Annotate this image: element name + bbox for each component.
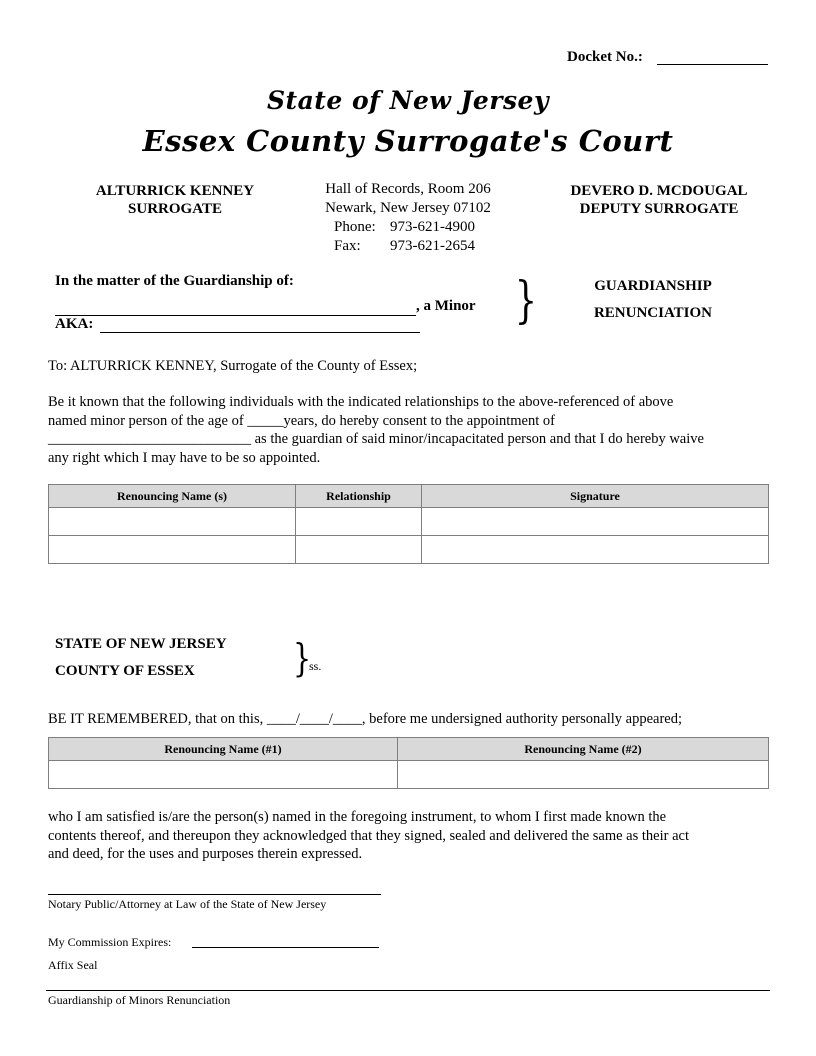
signature-cell[interactable]	[422, 508, 769, 536]
docket-label: Docket No.:	[567, 49, 643, 65]
to-line: To: ALTURRICK KENNEY, Surrogate of the County of Essex;	[48, 358, 418, 374]
consent-paragraph	[48, 393, 704, 467]
renouncing-name-cell[interactable]	[49, 508, 296, 536]
remembered-line: BE IT REMEMBERED, that on this, ____/____/____, before me undersigned authority personally appeared;	[48, 711, 682, 727]
col-renouncing-name-1: Renouncing Name (#1)	[49, 738, 398, 761]
renouncing-name-2-cell[interactable]	[398, 761, 769, 789]
matter-brace-icon: }	[514, 271, 538, 329]
affix-seal-label: Affix Seal	[48, 958, 98, 972]
renouncing-name-1-cell[interactable]	[49, 761, 398, 789]
col-renouncing-name: Renouncing Name (s)	[49, 485, 296, 508]
doc-type-line2: RENUNCIATION	[593, 305, 713, 321]
minor-suffix: , a Minor	[416, 298, 476, 314]
renouncing-name-cell[interactable]	[49, 536, 296, 564]
phone-number: 973-621-4900	[390, 219, 475, 235]
acknowledgment-paragraph	[48, 808, 689, 864]
notary-signature-line[interactable]	[48, 894, 381, 895]
deputy-title: DEPUTY SURROGATE	[579, 201, 739, 217]
appearance-table	[48, 737, 769, 789]
fax-number: 973-621-2654	[390, 238, 475, 254]
address-block	[300, 180, 516, 218]
doc-type-line1: GUARDIANSHIP	[594, 278, 712, 294]
table-row	[49, 761, 769, 789]
deputy-block	[546, 182, 772, 218]
title-court: Essex County Surrogate's Court	[142, 124, 674, 158]
col-renouncing-name-2: Renouncing Name (#2)	[398, 738, 769, 761]
table-row	[49, 536, 769, 564]
consent-line4: any right which I may have to be so appointed.	[48, 449, 321, 466]
signature-cell[interactable]	[422, 536, 769, 564]
surrogate-title: SURROGATE	[128, 201, 222, 217]
surrogate-block	[60, 182, 290, 218]
deputy-name: DEVERO D. MCDOUGAL	[570, 183, 748, 199]
renunciation-table	[48, 484, 769, 564]
table-header-row	[49, 738, 769, 761]
phone-fax-block	[334, 218, 475, 256]
surrogate-name: ALTURRICK KENNEY	[95, 183, 255, 199]
venue-ss: ss.	[309, 659, 322, 673]
consent-line1: Be it known that the following individuals with the indicated relationships to the above-referenced of above	[48, 394, 674, 410]
aka-label: AKA:	[55, 316, 94, 332]
address-line1: Hall of Records, Room 206	[325, 181, 491, 197]
matter-heading: In the matter of the Guardianship of:	[55, 273, 294, 289]
address-line2: Newark, New Jersey 07102	[325, 200, 491, 216]
docket-number-field[interactable]	[657, 64, 768, 65]
col-relationship: Relationship	[296, 485, 422, 508]
commission-expires-field[interactable]	[192, 947, 379, 948]
phone-label: Phone:	[334, 219, 376, 235]
table-header-row	[49, 485, 769, 508]
aka-field[interactable]	[100, 332, 420, 333]
commission-label: My Commission Expires:	[48, 935, 172, 949]
consent-line3: ____________________________ as the guardian of said minor/incapacitated person and that I do hereby waive	[48, 431, 704, 447]
col-signature: Signature	[422, 485, 769, 508]
footer-text: Guardianship of Minors Renunciation	[48, 993, 231, 1007]
relationship-cell[interactable]	[296, 508, 422, 536]
minor-name-field[interactable]	[55, 315, 416, 316]
acknowledgment-line2: contents thereof, and thereupon they acknowledged that they signed, sealed and delivered the same as their act	[48, 827, 689, 844]
consent-line2: named minor person of the age of _____years, do hereby consent to the appointment of	[48, 412, 555, 429]
venue-county: COUNTY OF ESSEX	[55, 663, 195, 679]
venue-state: STATE OF NEW JERSEY	[55, 636, 227, 652]
doc-type	[560, 273, 746, 327]
footer-divider	[46, 990, 770, 991]
relationship-cell[interactable]	[296, 536, 422, 564]
table-row	[49, 508, 769, 536]
venue-brace-icon: }	[293, 636, 312, 680]
title-state: State of New Jersey	[267, 86, 549, 115]
fax-label: Fax:	[334, 238, 361, 254]
notary-label: Notary Public/Attorney at Law of the State of New Jersey	[48, 897, 327, 911]
acknowledgment-line1: who I am satisfied is/are the person(s) named in the foregoing instrument, to whom I first made known the	[48, 809, 667, 825]
acknowledgment-line3: and deed, for the uses and purposes therein expressed.	[48, 846, 363, 862]
